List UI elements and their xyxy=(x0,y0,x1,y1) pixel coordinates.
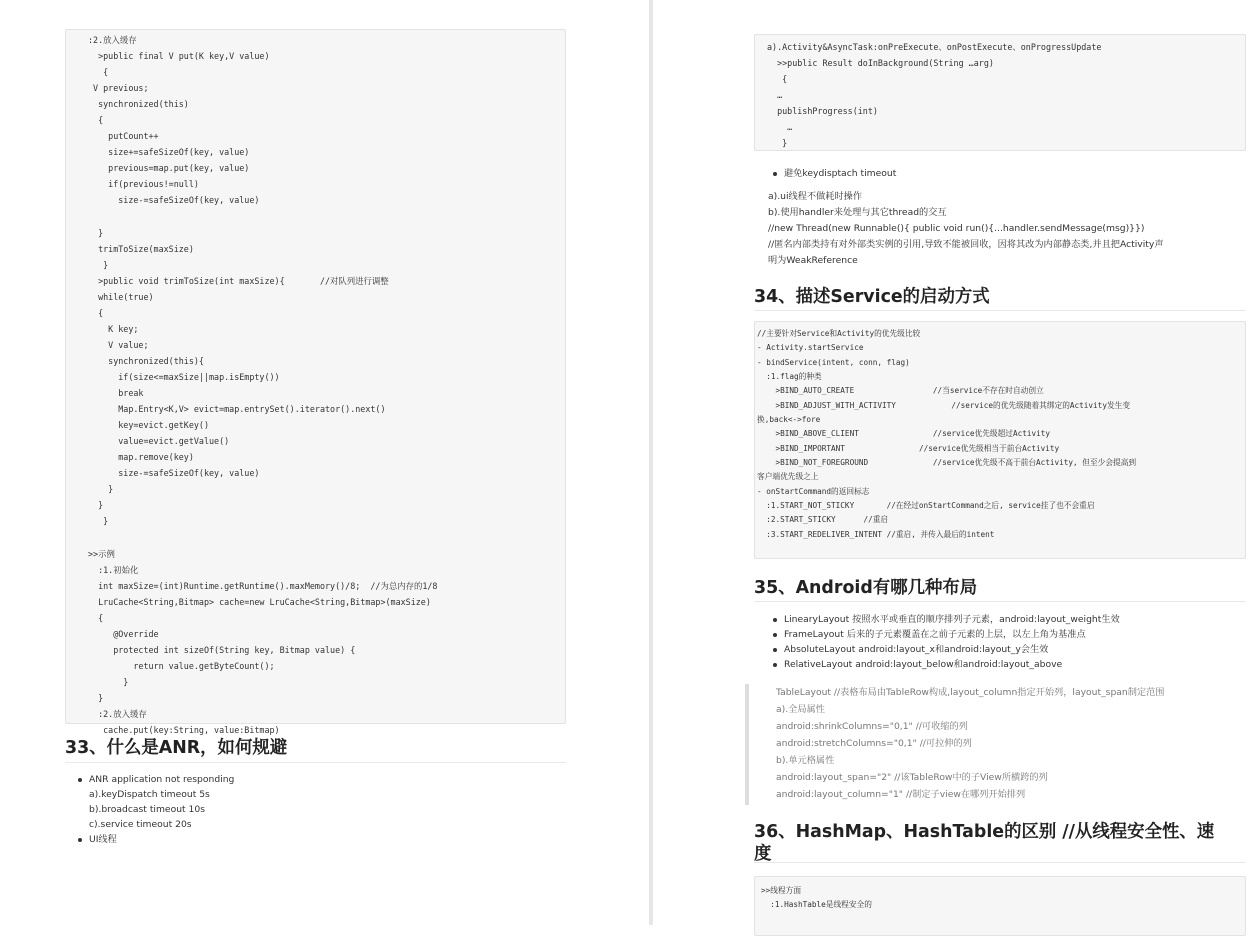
asynctask-code-block xyxy=(754,34,1246,151)
avoid-line-e: 明为WeakReference xyxy=(768,255,858,266)
hashmap-code: >>线程方面 :1.HashTable是线程安全的 xyxy=(761,886,872,910)
tablelayout-quote xyxy=(745,684,1246,805)
layout-absolute: AbsoluteLayout android:layout_x和android:layout_y会生效 xyxy=(784,643,1048,658)
service-code: //主要针对Service和Activity的优先级比较 - Activity.startService - bindService(intent, conn, flag) :1.flag的种类 >BIND_AUTO_CREATE //当service不存在时自动创立 >BIND_ADJUST_WITH_ACTIVITY //service的优先级随着其绑定的Activity发生变 换,back<->fore >BIND_ABOVE_CLIENT //service优先级超过Activity >BIND_IMPORTANT //service优先级相当于前台Activity >BIND_NOT_FOREGROUND //service优先级不高于前台Activity, 但至少会提高到 客户端优先级之上 - onStartCommand的返回标志 :1.START_NOT_STICKY //在经过onStartCommand之后, service挂了也不会重启 :2.START_STICKY //重启 :3.START_REDELIVER_INTENT //重启, 并传入最后的intent xyxy=(757,329,1137,539)
lrucache-code-block xyxy=(65,29,566,736)
avoid-timeout-bullet: 避免keydisptach timeout xyxy=(784,167,896,182)
heading-34: 34、描述Service的启动方式 xyxy=(754,286,1246,311)
quote-line-7: android:layout_column="1" //制定子view在哪列开始排列 xyxy=(776,789,1026,800)
quote-line-2: a).全局属性 xyxy=(776,704,825,715)
quote-line-6: android:layout_span="2" //该TableRow中的子View所横跨的列 xyxy=(776,772,1048,783)
quote-line-1: TableLayout //表格布局由TableRow构成,layout_column指定开始列，layout_span制定范围 xyxy=(776,687,1165,698)
layout-linear: LinearyLayout 按照水平或垂直的顺序排列子元素，android:layout_weight生效 xyxy=(784,613,1120,628)
quote-line-4: android:stretchColumns="0,1" //可拉伸的列 xyxy=(776,738,972,749)
lrucache-code: :2.放入缓存 >public final V put(K key,V value) { V previous; synchronized(this) { putCount++ size+=safeSizeOf(key, value) previous=map.put(key, value) if(previous!=null) size-=safeSizeOf(key, value) } trimToSize(maxSize) } >public void trimToSize(int maxSize){ //对队列进行调整 while(true) { K key; V value; synchronized(this){ if(size<=maxSize||map.isEmpty()) break Map.Entry<K,V> evict=map.entrySet().iterator().next() key=evict.getKey() value=evict.getValue() map.remove(key) size-=safeSizeOf(key, value) } } } >>示例 :1.初始化 int maxSize=(int)Runtime.getRuntime().maxMemory()/8; //为总内存的1/8 LruCache<String,Bitmap> cache=new LruCache<String,Bitmap>(maxSize) { @Override protected int sizeOf(String key, Bitmap value) { return value.getByteCount(); } } :2.放入缓存 cache.put(key:String, value:Bitmap) xyxy=(88,35,438,736)
anr-line-a: a).keyDispatch timeout 5s xyxy=(89,789,210,800)
right-page xyxy=(653,0,1257,925)
asynctask-code: a).Activity&AsyncTask:onPreExecute、onPostExecute、onProgressUpdate >>public Result doInBackground(String …arg) { … publishProgress(int) … } xyxy=(767,42,1102,149)
heading-35: 35、Android有哪几种布局 xyxy=(754,577,1246,602)
avoid-line-a: a).ui线程不做耗时操作 xyxy=(768,191,863,202)
avoid-line-d: //匿名内部类持有对外部类实例的引用,导致不能被回收，因将其改为内部静态类,并且把Activity声 xyxy=(768,239,1164,250)
avoid-line-c: //new Thread(new Runnable(){ public void run(){...handler.sendMessage(msg)}}) xyxy=(768,223,1145,234)
ui-thread-bullet: UI线程 xyxy=(89,833,117,848)
quote-line-3: android:shrinkColumns="0,1" //可收缩的列 xyxy=(776,721,968,732)
heading-33: 33、什么是ANR，如何规避 xyxy=(65,737,566,763)
layout-relative: RelativeLayout android:layout_below和android:layout_above xyxy=(784,658,1062,673)
anr-bullet: ANR application not responding xyxy=(89,773,234,788)
anr-line-c: c).service timeout 20s xyxy=(89,819,192,830)
service-code-block xyxy=(754,321,1246,559)
layout-frame: FrameLayout 后来的子元素覆盖在之前子元素的上层，以左上角为基准点 xyxy=(784,628,1086,643)
heading-36-line2: 度 xyxy=(754,843,1246,863)
avoid-line-b: b).使用handler来处理与其它thread的交互 xyxy=(768,207,947,218)
hashmap-code-block xyxy=(754,876,1246,936)
heading-36-line1: 36、HashMap、HashTable的区别 //从线程安全性、速 xyxy=(754,822,1215,842)
anr-line-b: b).broadcast timeout 10s xyxy=(89,804,206,815)
quote-line-5: b).单元格属性 xyxy=(776,755,835,766)
